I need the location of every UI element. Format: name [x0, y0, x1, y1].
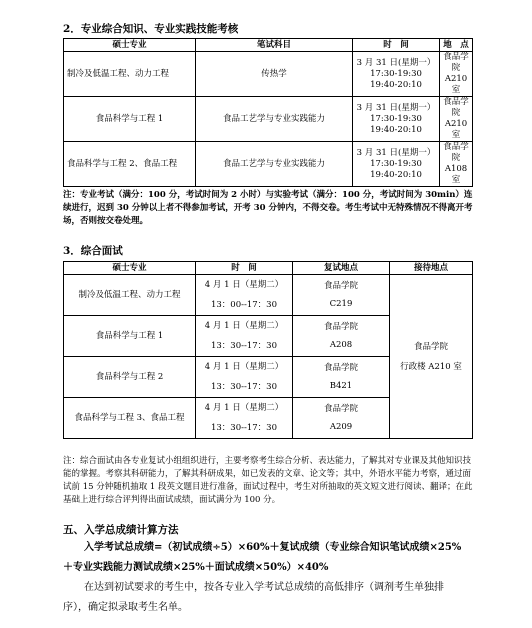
reception-room: 行政楼 A210 室 [400, 361, 462, 372]
interview-time: 13：30--17：30 [210, 341, 277, 351]
place-cell [293, 316, 390, 357]
time-practical: 19:40-20:10 [370, 79, 422, 90]
formula-line-1: 入学考试总成绩=（初试成绩÷5）×60%＋复试成绩（专业综合知识笔试成绩×25% [84, 542, 462, 553]
section3-heading: 3．综合面试 [63, 245, 123, 257]
col-header-major: 硕士专业 [64, 262, 196, 275]
interview-time: 13：30--17：30 [210, 423, 277, 433]
formula-line-2: ＋专业实践能力测试成绩×25%＋面试成绩×50%）×40% [63, 562, 329, 573]
place-cell [440, 97, 473, 142]
subject-cell: 食品工艺学与专业实践能力 [196, 142, 353, 187]
table-header-row [64, 262, 473, 275]
place-building: 食品学院 [323, 281, 358, 291]
col-header-place: 地 点 [440, 39, 473, 52]
table-row [64, 275, 473, 316]
col-header-time: 时 间 [196, 262, 293, 275]
section2-heading: 2．专业综合知识、专业实践技能考核 [63, 23, 239, 35]
interview-date: 4 月 1 日（星期二） [204, 403, 284, 413]
table-row [64, 52, 473, 97]
place-cell [440, 52, 473, 97]
place-cell [293, 275, 390, 316]
place-building: 食品学院 [443, 97, 469, 118]
ranking-paragraph-line-1: 在达到初试要求的考生中，按各专业入学考试总成绩的高低排序（调剂考生单独排 [84, 582, 444, 593]
time-cell [196, 357, 293, 398]
major-cell: 食品科学与工程 1 [64, 97, 196, 142]
time-date: 3 月 31 日(星期一） [356, 147, 436, 158]
major-cell: 制冷及低温工程、动力工程 [64, 52, 196, 97]
major-cell: 食品科学与工程 1 [64, 316, 196, 357]
place-cell [440, 142, 473, 187]
col-header-major: 硕士专业 [64, 39, 196, 52]
time-cell [353, 97, 440, 142]
place-room: A210 室 [444, 74, 468, 95]
ranking-paragraph-line-2: 序），确定拟录取考生名单。 [63, 602, 188, 613]
time-cell [196, 275, 293, 316]
major-cell: 食品科学与工程 3、食品工程 [64, 398, 196, 439]
subject-cell: 传热学 [196, 52, 353, 97]
place-cell [293, 398, 390, 439]
written-exam-note: 注：专业考试（满分：100 分，考试时间为 2 小时）与实验考试（满分：100 分，考试时间为 30min）连续进行，迟到 30 分钟以上者不得参加考试，开考 30 分钟内，不得交卷。考生考试中无特殊情况不得离开考场，否则按交卷处理。 [63, 190, 473, 226]
time-date: 3 月 31 日(星期一） [356, 102, 436, 113]
place-cell [293, 357, 390, 398]
interview-note: 注：综合面试由各专业复试小组组织进行，主要考察考生综合分析、表达能力，了解其对专业课及其他知识技能的掌握。考察其科研能力，了解其科研成果，如已发表的文章、论文等；其中，外语水平能力考察，通过面试前 15 分钟随机抽取 1 段英文题目进行准备，面试过程中，考生对所抽取的英文短文进行阅读、翻译；在此基础上进行综合评判得出面试成绩，面试满分为 100 分。 [63, 456, 473, 505]
time-cell [196, 316, 293, 357]
time-practical: 19:40-20:10 [370, 124, 422, 135]
interview-time: 13：30--17：30 [210, 382, 277, 392]
time-date: 3 月 31 日(星期一） [356, 57, 436, 68]
written-exam-table [63, 38, 473, 187]
table-header-row [64, 39, 473, 52]
time-exam: 17:30-19:30 [370, 158, 422, 169]
time-cell [196, 398, 293, 439]
table-row [64, 97, 473, 142]
place-room: A210 室 [444, 119, 468, 140]
place-building: 食品学院 [443, 52, 469, 73]
reception-cell [390, 275, 473, 439]
interview-date: 4 月 1 日（星期二） [204, 280, 284, 290]
major-cell: 食品科学与工程 2、食品工程 [64, 142, 196, 187]
place-building: 食品学院 [323, 363, 358, 373]
table-row [64, 142, 473, 187]
place-building: 食品学院 [443, 142, 469, 163]
place-room: C219 [329, 299, 353, 309]
interview-date: 4 月 1 日（星期二） [204, 321, 284, 331]
reception-building: 食品学院 [413, 341, 448, 352]
col-header-subject: 笔试科目 [196, 39, 353, 52]
time-cell [353, 52, 440, 97]
major-cell: 制冷及低温工程、动力工程 [64, 275, 196, 316]
time-exam: 17:30-19:30 [370, 113, 422, 124]
interview-time: 13：00--17：30 [210, 300, 277, 310]
col-header-reception: 接待地点 [390, 262, 473, 275]
interview-date: 4 月 1 日（星期二） [204, 362, 284, 372]
place-room: A208 [329, 340, 353, 350]
time-exam: 17:30-19:30 [370, 68, 422, 79]
major-cell: 食品科学与工程 2 [64, 357, 196, 398]
time-practical: 19:40-20:10 [370, 169, 422, 180]
place-room: A108 室 [444, 164, 468, 185]
place-building: 食品学院 [323, 322, 358, 332]
interview-table [63, 261, 473, 439]
place-room: A209 [329, 422, 353, 432]
col-header-time: 时 间 [353, 39, 440, 52]
subject-cell: 食品工艺学与专业实践能力 [196, 97, 353, 142]
place-room: B421 [329, 381, 353, 391]
time-cell [353, 142, 440, 187]
section5-heading: 五、入学总成绩计算方法 [63, 524, 179, 536]
col-header-exam-place: 复试地点 [293, 262, 390, 275]
place-building: 食品学院 [323, 404, 358, 414]
